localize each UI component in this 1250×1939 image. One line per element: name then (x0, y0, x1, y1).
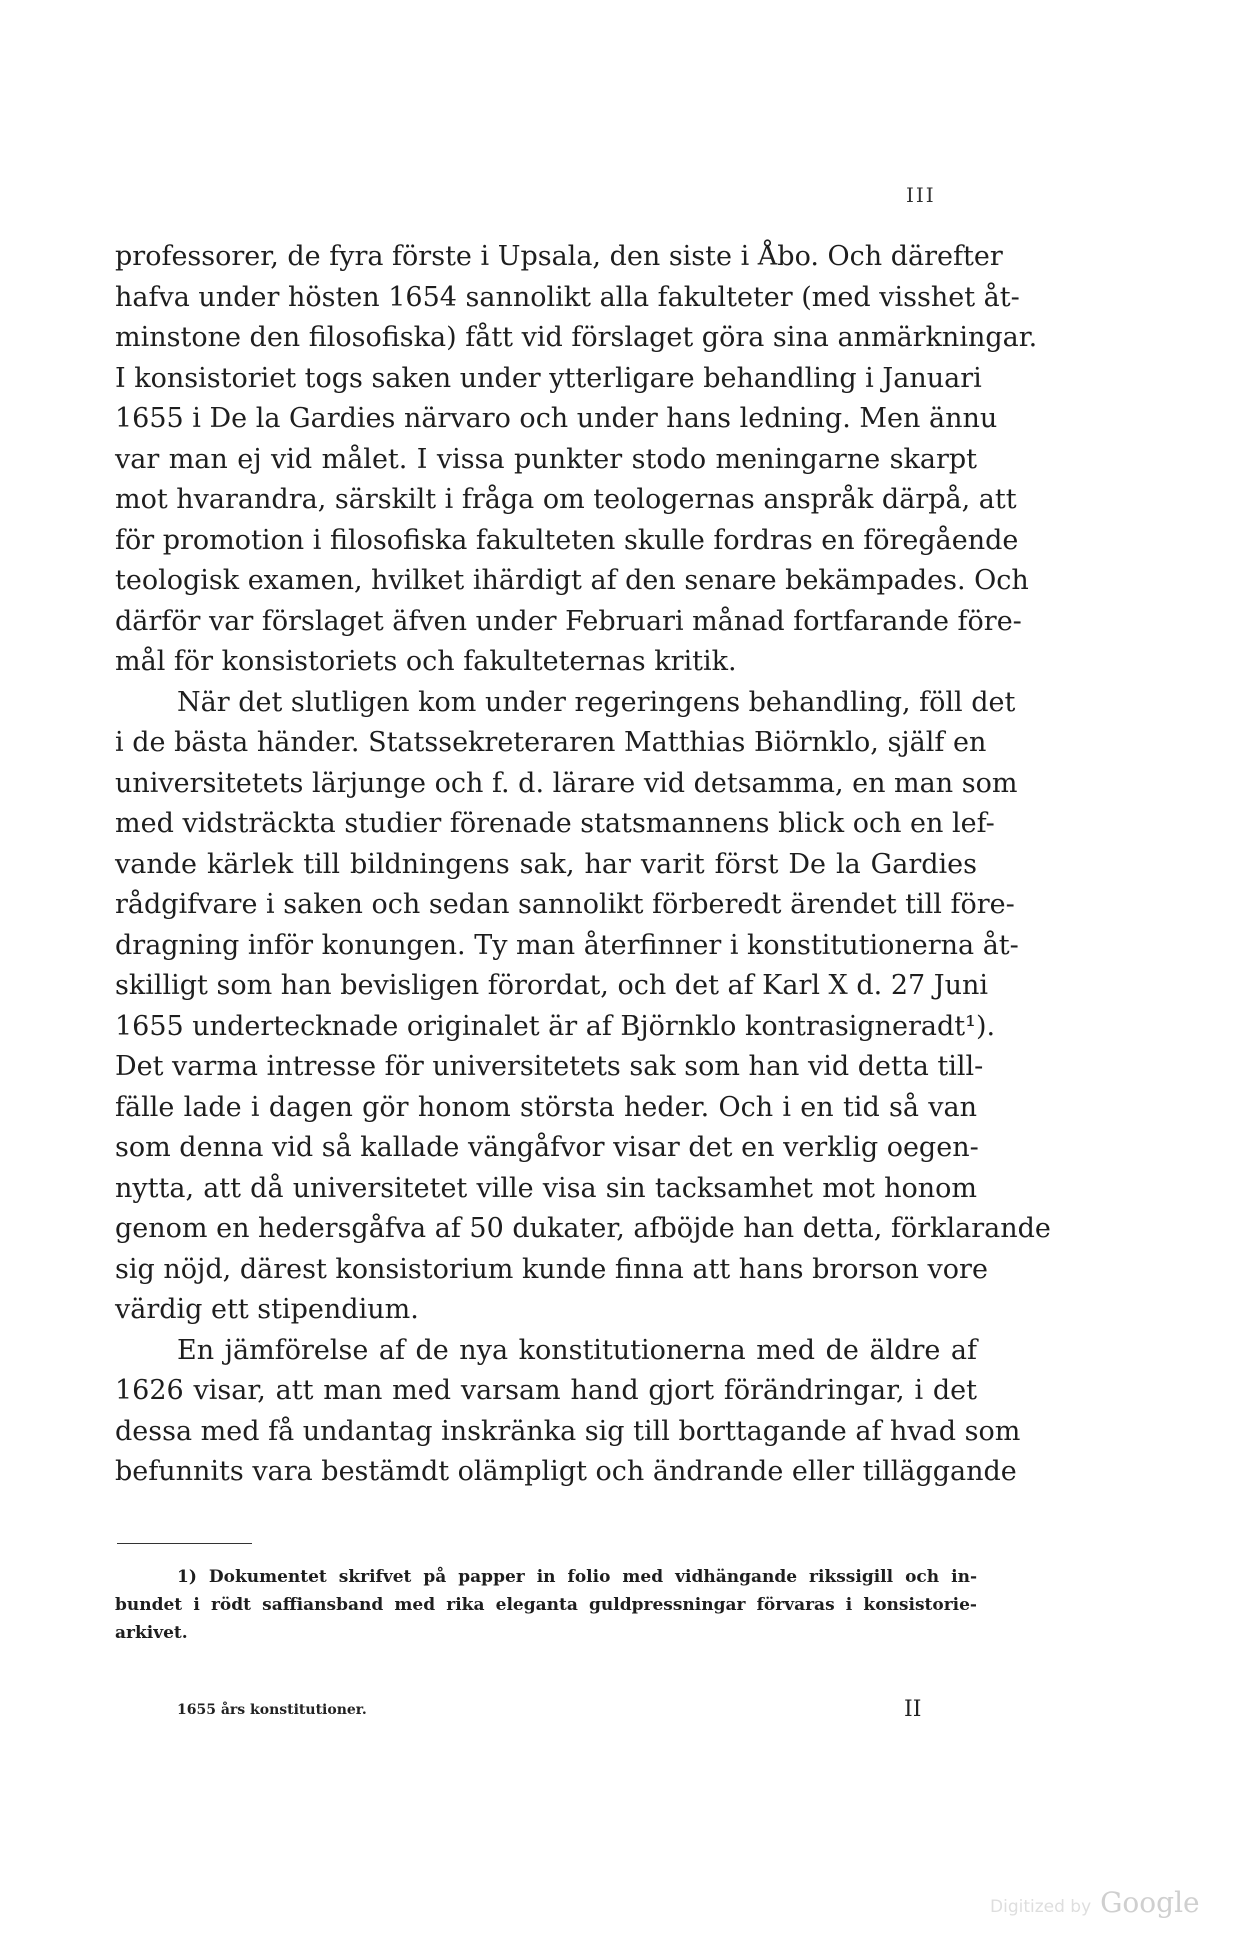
text-line: hafva under hösten 1654 sannolikt alla fakulteter (med visshet åt- (115, 281, 1020, 313)
text-line: 1626 visar, att man med varsam hand gjort förändringar, i det (115, 1375, 977, 1406)
text-line: med vidsträckta studier förenade statsmannens blick och en lef- (115, 808, 995, 839)
text-line: I konsistoriet togs saken under ytterligare behandling i Januari (115, 362, 982, 394)
text-line: 1655 i De la Gardies närvaro och under hans ledning. Men ännu (115, 403, 998, 434)
text-line: vande kärlek till bildningens sak, har varit först De la Gardies (115, 848, 977, 880)
text-line: mot hvarandra, särskilt i fråga om teologernas anspråk därpå, att (115, 484, 1017, 515)
text-line: dragning inför konungen. Ty man återfinner i konstitutionerna åt- (115, 929, 1019, 961)
google-watermark (990, 1886, 1200, 1919)
watermark-brand: Google (1100, 1886, 1200, 1919)
text-line: som denna vid så kallade vängåfvor visar det en verklig oegen- (115, 1132, 979, 1163)
text-line: för promotion i filosofiska fakulteten skulle fordras en föregående (115, 524, 1019, 556)
footnote-divider (117, 1543, 252, 1544)
text-line: teologisk examen, hvilket ihärdigt af den senare bekämpades. Och (115, 565, 1029, 596)
text-line: i de bästa händer. Statssekreteraren Matthias Biörnklo, själf en (115, 727, 987, 758)
footnote-line: arkivet. (115, 1623, 188, 1643)
text-line: befunnits vara bestämdt olämpligt och ändrande eller tilläggande (115, 1456, 1017, 1487)
text-line: Det varma intresse för universitetets sak som han vid detta till- (115, 1051, 984, 1082)
footnote-line: bundet i rödt saffiansband med rika eleganta guldpressningar förvaras i konsistorie- (115, 1595, 977, 1615)
text-line: 1655 undertecknade originalet är af Björnklo kontrasigneradt¹). (115, 1010, 996, 1042)
body-text (115, 237, 1051, 1493)
text-line: rådgifvare i saken och sedan sannolikt förberedt ärendet till före- (115, 889, 1015, 920)
text-line: värdig ett stipendium. (115, 1294, 419, 1325)
text-line: fälle lade i dagen gör honom största heder. Och i en tid så van (115, 1091, 977, 1123)
watermark-prefix: Digitized by (990, 1897, 1092, 1917)
text-line: universitetets lärjunge och f. d. lärare vid detsamma, en man som (115, 767, 1018, 799)
signature-title: 1655 års konstitutioner. (177, 1702, 367, 1718)
text-line: När det slutligen kom under regeringens behandling, föll det (177, 686, 1016, 718)
text-line: därför var förslaget äfven under Februari månad fortfarande före- (115, 605, 1022, 637)
footnotes (115, 1563, 977, 1647)
text-line: En jämförelse af de nya konstitutionerna med de äldre af (177, 1334, 977, 1366)
text-line: professorer, de fyra förste i Upsala, den siste i Åbo. Och därefter (115, 241, 1003, 272)
text-line: sig nöjd, därest konsistorium kunde finna att hans brorson vore (115, 1253, 988, 1285)
text-line: minstone den filosofiska) fått vid förslaget göra sina anmärkningar. (115, 322, 1038, 353)
text-line: var man ej vid målet. I vissa punkter stodo meningarne skarpt (115, 443, 977, 475)
page-number: III (906, 183, 936, 207)
text-line: nytta, att då universitetet ville visa sin tacksamhet mot honom (115, 1172, 977, 1204)
text-line: dessa med få undantag inskränka sig till borttagande af hvad som (115, 1415, 1021, 1447)
text-line: skilligt som han bevisligen förordat, och det af Karl X d. 27 Juni (115, 970, 988, 1001)
signature-mark: II (904, 1697, 922, 1722)
text-line: mål för konsistoriets och fakulteternas kritik. (115, 646, 737, 677)
footnote-line: 1) Dokumentet skrifvet på papper in folio med vidhängande rikssigill och in- (177, 1567, 977, 1587)
text-line: genom en hedersgåfva af 50 dukater, afböjde han detta, förklarande (115, 1213, 1051, 1244)
